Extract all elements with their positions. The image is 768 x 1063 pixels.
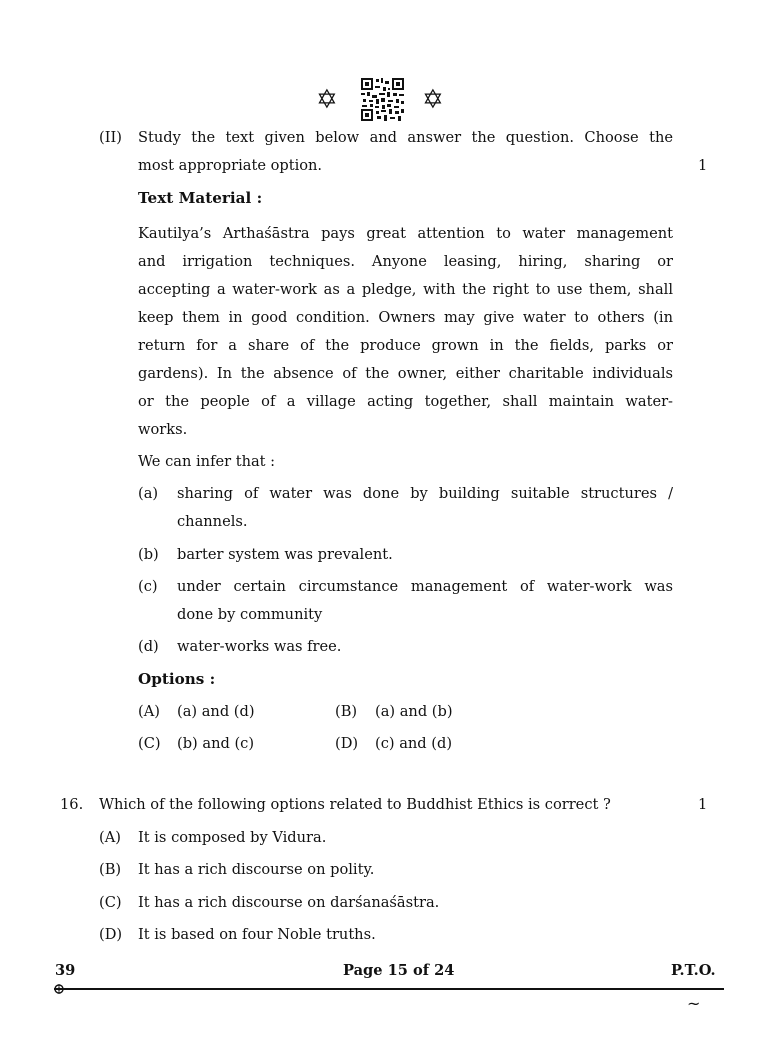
statement-text: under certain circumstance management of water-work was [177, 578, 673, 595]
option-label: (B) [335, 703, 358, 720]
passage-line: keep them in good condition. Owners may give water to others (in [138, 309, 673, 326]
option-label: (C) [138, 735, 161, 752]
marks-label: 1 [698, 157, 708, 174]
paper-code: 39 [55, 962, 76, 979]
passage-line: or the people of a village acting together, shall maintain water- [138, 393, 673, 410]
option-label: (D) [99, 926, 123, 943]
passage-line: and irrigation techniques. Anyone leasing, hiring, sharing or [138, 253, 673, 270]
option-text: It is based on four Noble truths. [138, 926, 376, 943]
star-of-david-icon: ✡ [316, 85, 338, 115]
qr-code [361, 78, 404, 121]
text-material-heading: Text Material : [138, 189, 263, 207]
passage-line: works. [138, 421, 188, 438]
option-text: It has a rich discourse on polity. [138, 861, 375, 878]
option-text: (a) and (b) [375, 703, 453, 720]
option-label: (A) [99, 829, 121, 846]
statement-text: done by community [177, 606, 323, 623]
marks-label: 1 [698, 796, 708, 813]
option-text: (b) and (c) [177, 735, 255, 752]
statement-label: (a) [138, 485, 159, 502]
option-label: (D) [335, 735, 359, 752]
statement-text: channels. [177, 513, 248, 530]
option-label: (C) [99, 894, 122, 911]
passage-line: Kautilya’s Arthaśāstra pays great attention to water management [138, 225, 673, 242]
question-number: 16. [60, 796, 84, 813]
statement-label: (b) [138, 546, 159, 563]
infer-intro: We can infer that : [138, 453, 276, 470]
footer-divider [54, 988, 724, 990]
page-number: Page 15 of 24 [343, 962, 455, 979]
question-text: Which of the following options related to Buddhist Ethics is correct ? [99, 796, 611, 813]
passage-line: gardens). In the absence of the owner, either charitable individuals [138, 365, 673, 382]
option-label: (A) [138, 703, 160, 720]
statement-text: barter system was prevalent. [177, 546, 393, 563]
statement-text: water-works was free. [177, 638, 342, 655]
option-text: It is composed by Vidura. [138, 829, 327, 846]
option-text: (c) and (d) [375, 735, 453, 752]
option-text: It has a rich discourse on darśanaśāstra. [138, 894, 440, 911]
pto-label: P.T.O. [671, 962, 716, 979]
options-heading: Options : [138, 670, 216, 688]
question-prompt-line: Study the text given below and answer the question. Choose the [138, 129, 673, 146]
passage-line: return for a share of the produce grown in the fields, parks or [138, 337, 673, 354]
passage-line: accepting a water-work as a pledge, with the right to use them, shall [138, 281, 673, 298]
statement-label: (d) [138, 638, 159, 655]
question-prompt-line: most appropriate option. [138, 157, 323, 174]
question-part-label: (II) [99, 129, 122, 146]
page-tilde: ~ [687, 994, 701, 1013]
option-label: (B) [99, 861, 122, 878]
option-text: (a) and (d) [177, 703, 255, 720]
star-of-david-icon: ✡ [422, 85, 444, 115]
statement-text: sharing of water was done by building suitable structures / [177, 485, 673, 502]
statement-label: (c) [138, 578, 158, 595]
